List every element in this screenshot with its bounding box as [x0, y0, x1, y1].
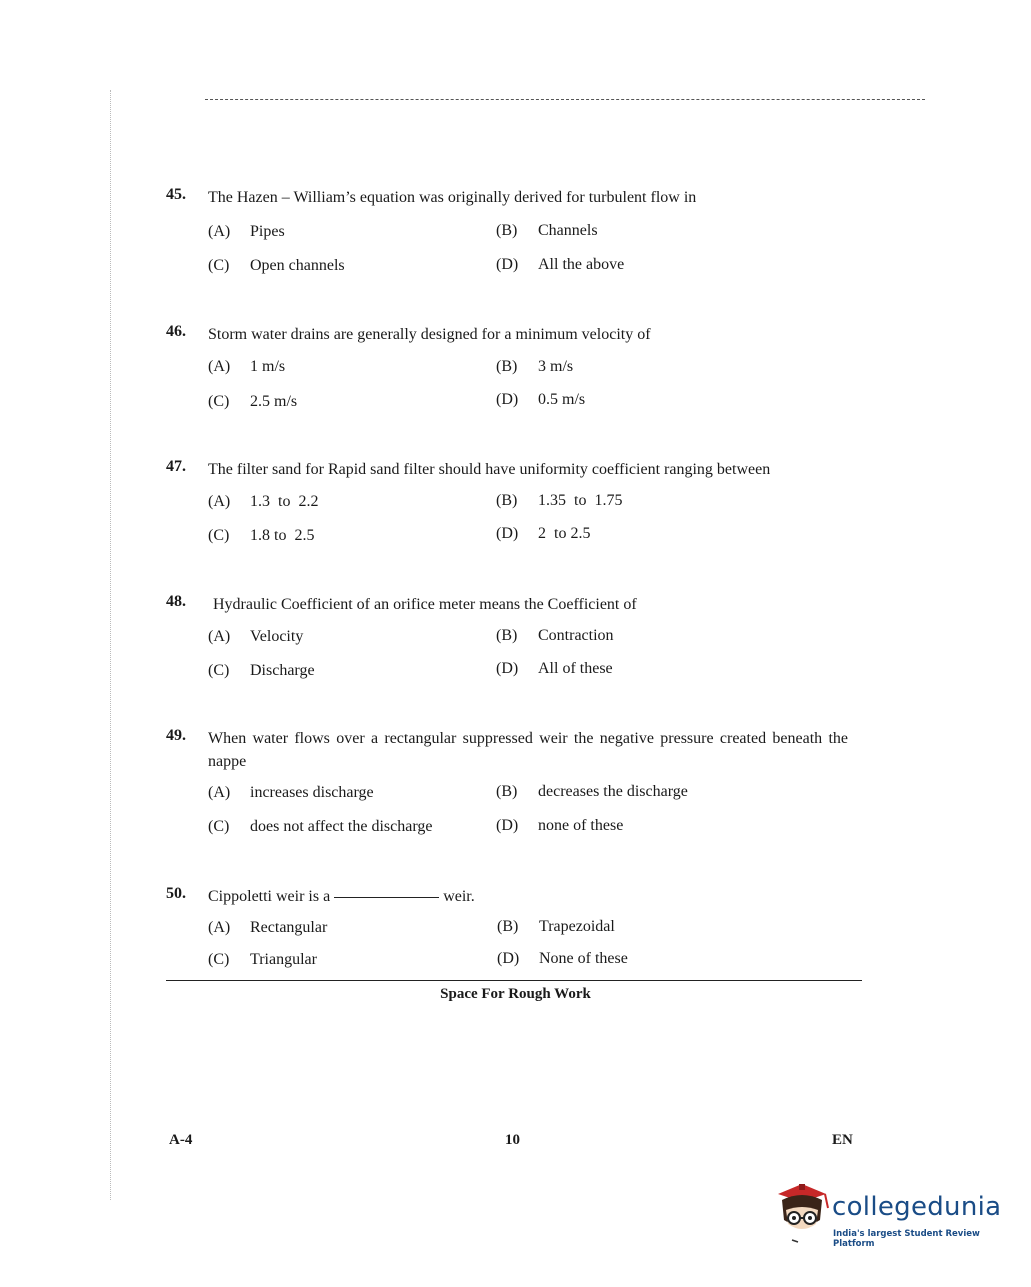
option-d: (D) All of these	[496, 660, 613, 677]
option-c: (C) 1.8 to 2.5	[208, 527, 315, 544]
question-stem: The Hazen – William’s equation was originally derived for turbulent flow in	[208, 189, 697, 206]
question-number: 50.	[166, 885, 186, 902]
option-a: (A) Rectangular	[208, 919, 328, 936]
collegedunia-logo[interactable]	[772, 1180, 1002, 1250]
question-stem: The filter sand for Rapid sand filter should have uniformity coefficient ranging between	[208, 461, 771, 478]
question-stem	[208, 885, 848, 908]
page-number: 10	[505, 1132, 520, 1148]
option-a: (A) 1 m/s	[208, 358, 286, 375]
stem-after-blank: weir.	[443, 888, 475, 905]
option-b: (B) Channels	[496, 222, 598, 239]
option-b: (B) Trapezoidal	[497, 918, 615, 935]
question-number: 48.	[166, 593, 186, 610]
option-c: (C) Open channels	[208, 257, 345, 274]
question-number: 47.	[166, 458, 186, 475]
rough-work-divider	[166, 980, 862, 981]
option-d: (D) None of these	[497, 950, 628, 967]
option-d: (D) none of these	[496, 817, 624, 834]
option-a: (A) increases discharge	[208, 784, 374, 801]
answer-blank	[334, 897, 439, 898]
option-c: (C) 2.5 m/s	[208, 393, 298, 410]
logo-wordmark: collegedunia	[832, 1192, 1002, 1222]
paper-code: A-4	[169, 1132, 193, 1148]
option-c: (C) Triangular	[208, 951, 317, 968]
option-d: (D) All the above	[496, 256, 625, 273]
question-number: 46.	[166, 323, 186, 340]
option-d: (D) 0.5 m/s	[496, 391, 586, 408]
option-c: (C) Discharge	[208, 662, 315, 679]
logo-tagline: India's largest Student Review Platform	[833, 1229, 980, 1249]
question-number: 45.	[166, 186, 186, 203]
option-d: (D) 2 to 2.5	[496, 525, 591, 542]
option-b: (B) Contraction	[496, 627, 614, 644]
question-stem: When water flows over a rectangular suppressed weir the negative pressure created beneath the nappe	[208, 730, 848, 770]
mascot-graduate-icon	[772, 1180, 832, 1250]
option-b: (B) 1.35 to 1.75	[496, 492, 623, 509]
language-code: EN	[832, 1132, 853, 1148]
top-dashed-line	[205, 99, 925, 100]
scan-edge-line	[110, 90, 111, 1200]
option-c: (C) does not affect the discharge	[208, 818, 433, 835]
option-a: (A) Velocity	[208, 628, 304, 645]
option-b: (B) decreases the discharge	[496, 783, 688, 800]
question-stem: Storm water drains are generally designed for a minimum velocity of	[208, 326, 651, 343]
stem-before-blank: Cippoletti weir is a	[208, 888, 331, 905]
question-number: 49.	[166, 727, 186, 744]
question-stem: Hydraulic Coefficient of an orifice meter means the Coefficient of	[213, 596, 637, 613]
rough-work-heading: Space For Rough Work	[440, 986, 591, 1002]
option-b: (B) 3 m/s	[496, 358, 574, 375]
option-a: (A) Pipes	[208, 223, 285, 240]
option-a: (A) 1.3 to 2.2	[208, 493, 319, 510]
